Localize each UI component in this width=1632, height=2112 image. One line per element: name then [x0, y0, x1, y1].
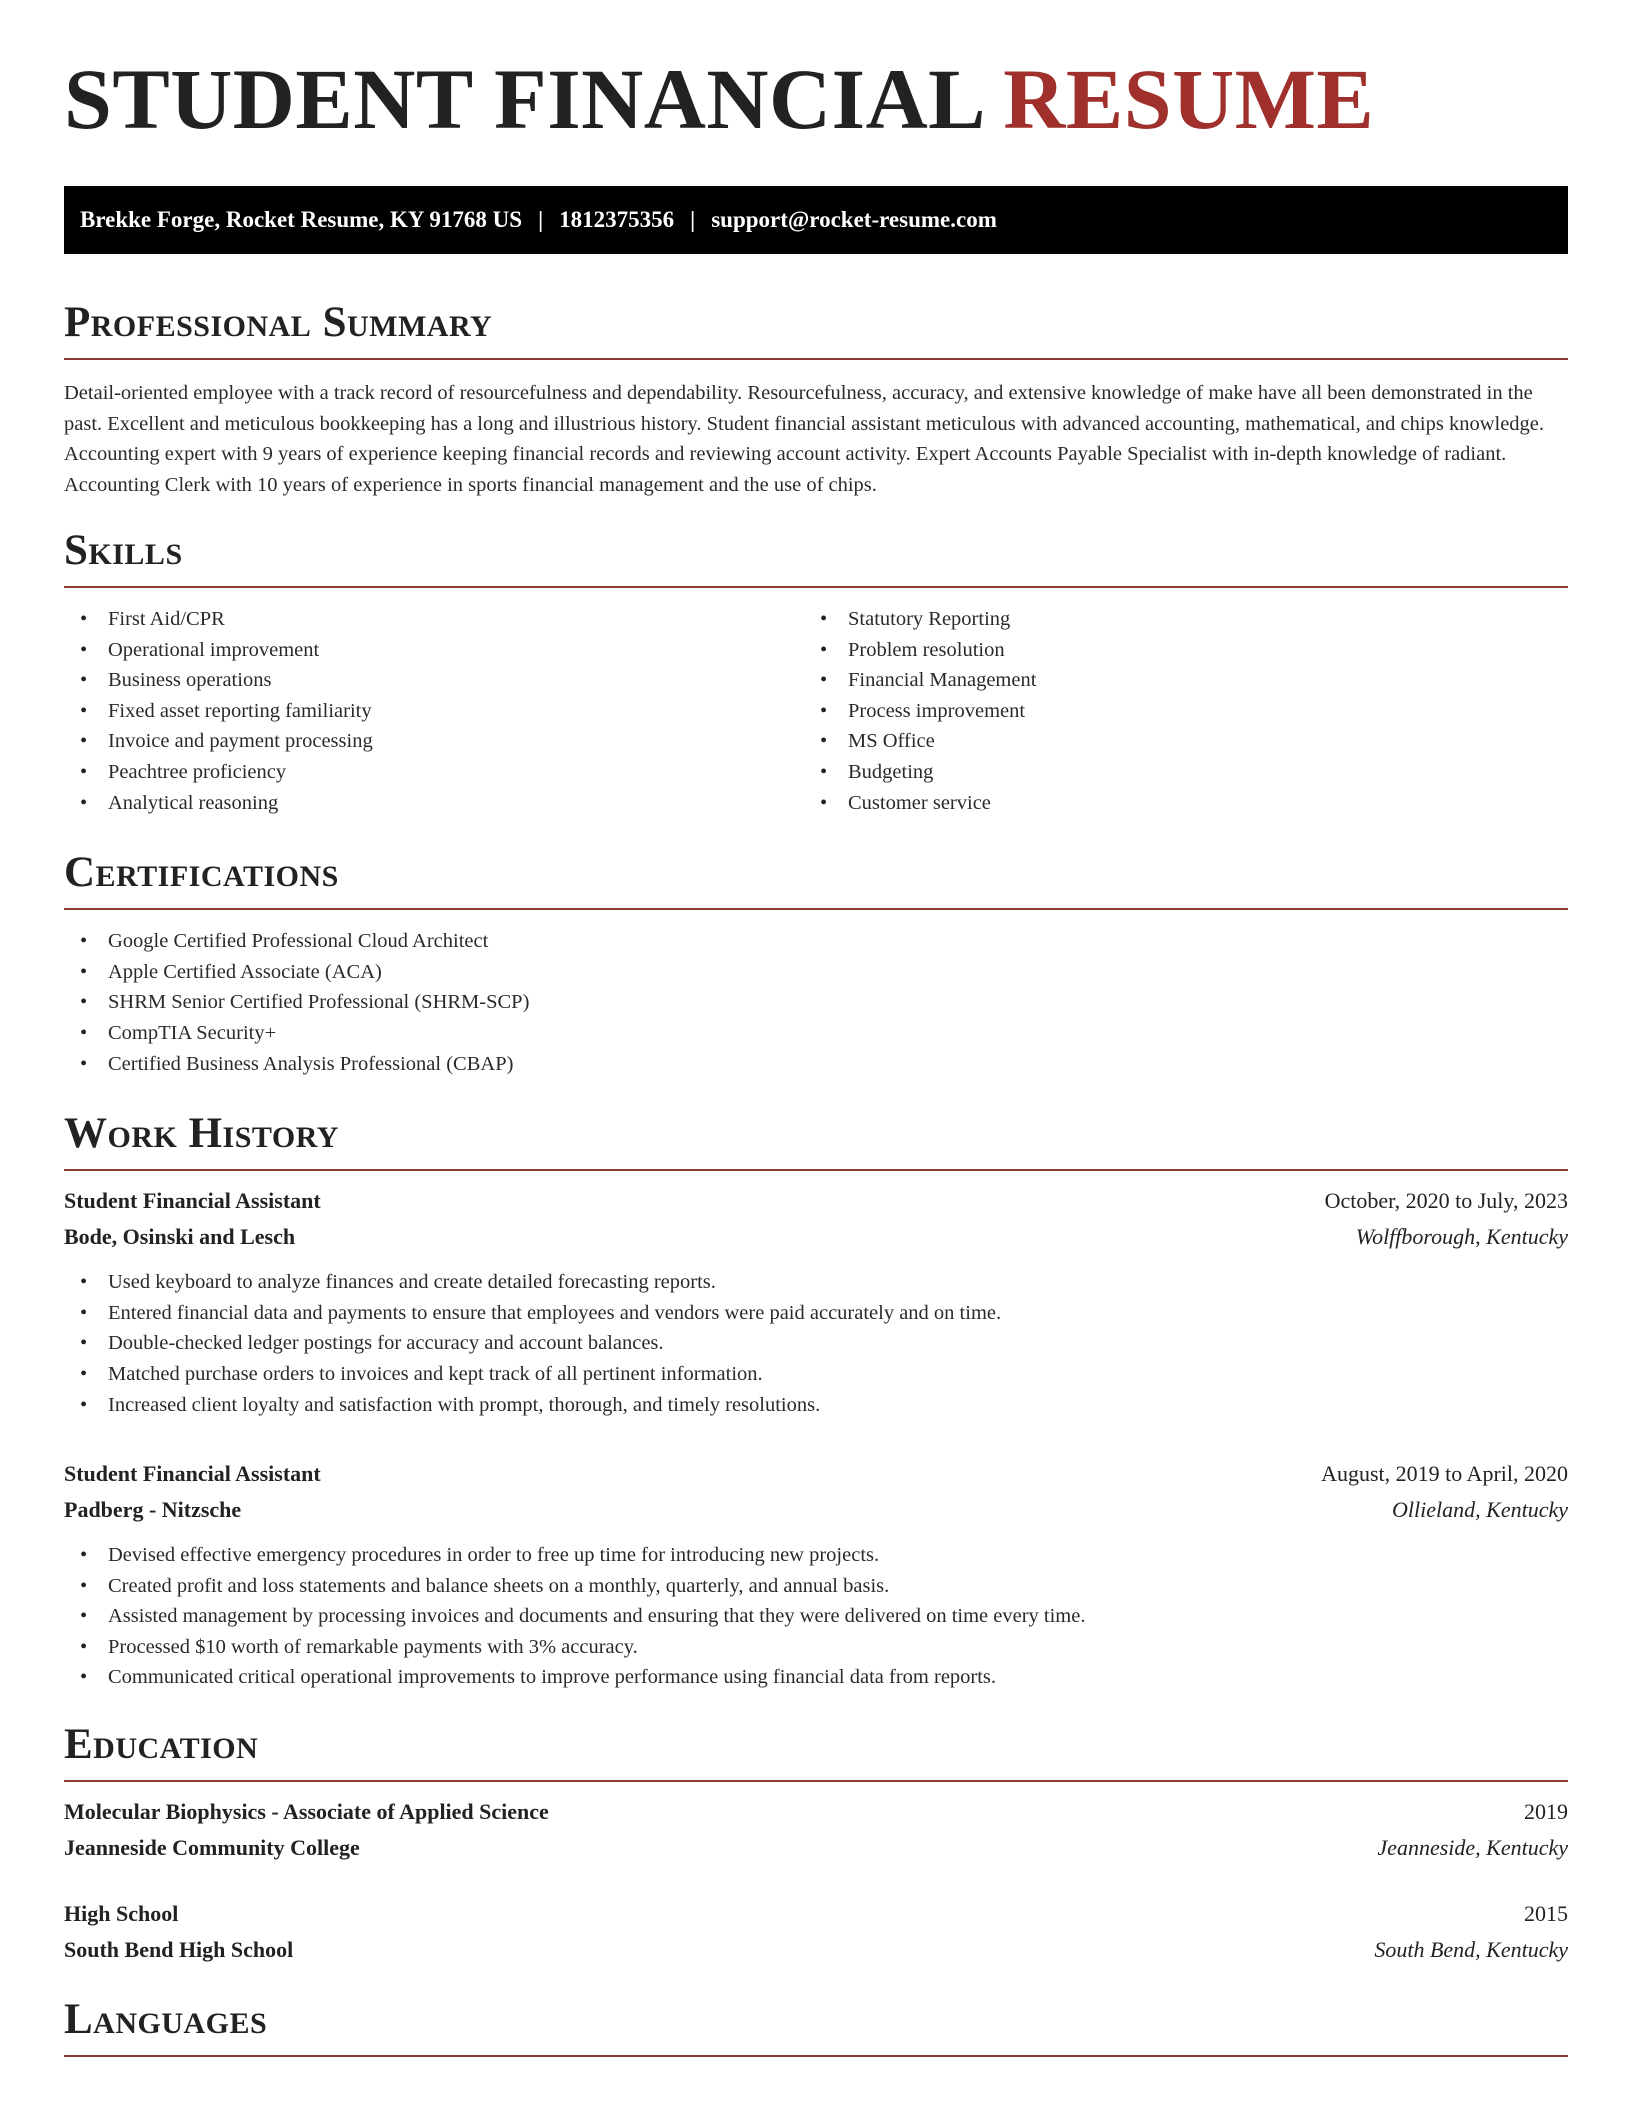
education-degree: High School [64, 1901, 179, 1927]
job-duty: • Matched purchase orders to invoices and kept track of all pertinent information. [64, 1359, 1568, 1390]
job-title: Student Financial Assistant [64, 1188, 321, 1214]
languages-section [64, 1998, 1568, 2057]
job-duties-list [64, 1540, 1568, 1693]
job-title-row [64, 1456, 1568, 1492]
skill-item: • Business operations [64, 665, 804, 696]
job-duty: • Assisted management by processing invoices and documents and ensuring that they were delivered on time every time. [64, 1601, 1568, 1632]
job-duty: • Double-checked ledger postings for accuracy and account balances. [64, 1328, 1568, 1359]
job-company-row [64, 1492, 1568, 1528]
certification-item: • SHRM Senior Certified Professional (SHRM-SCP) [64, 987, 1568, 1018]
job-dates: October, 2020 to July, 2023 [1324, 1188, 1568, 1214]
education-entry [64, 1794, 1568, 1866]
contact-bar [64, 186, 1568, 254]
skill-item: • Operational improvement [64, 635, 804, 666]
job-title: Student Financial Assistant [64, 1461, 321, 1487]
skill-item: • Analytical reasoning [64, 788, 804, 819]
contact-separator: | [538, 207, 544, 232]
resume-title [64, 0, 1568, 147]
education-location: Jeanneside, Kentucky [1377, 1835, 1568, 1861]
education-year: 2019 [1524, 1799, 1568, 1825]
certifications-heading: Certifications [64, 851, 1568, 910]
job-entry [64, 1183, 1568, 1420]
job-company: Padberg - Nitzsche [64, 1497, 242, 1523]
skill-item: • Budgeting [804, 757, 1544, 788]
skills-columns [64, 588, 1568, 818]
work-history-section [64, 1112, 1568, 1693]
education-section [64, 1723, 1568, 1968]
job-company-row [64, 1219, 1568, 1255]
job-duty: • Devised effective emergency procedures in order to free up time for introducing new projects. [64, 1540, 1568, 1571]
education-school-row [64, 1932, 1568, 1968]
job-duty: • Increased client loyalty and satisfaction with prompt, thorough, and timely resolutions. [64, 1390, 1568, 1421]
skills-heading: Skills [64, 529, 1568, 588]
skill-item: • Statutory Reporting [804, 604, 1544, 635]
job-title-row [64, 1183, 1568, 1219]
job-duty: • Processed $10 worth of remarkable payments with 3% accuracy. [64, 1632, 1568, 1663]
skill-item: • Financial Management [804, 665, 1544, 696]
job-company: Bode, Osinski and Lesch [64, 1224, 296, 1250]
education-year: 2015 [1524, 1901, 1568, 1927]
education-school: Jeanneside Community College [64, 1835, 360, 1861]
summary-section [64, 301, 1568, 500]
contact-separator: | [690, 207, 696, 232]
certifications-section [64, 851, 1568, 1079]
education-heading: Education [64, 1723, 1568, 1782]
certification-item: • Google Certified Professional Cloud Architect [64, 926, 1568, 957]
job-duty: • Created profit and loss statements and balance sheets on a monthly, quarterly, and annual basis. [64, 1571, 1568, 1602]
education-school-row [64, 1830, 1568, 1866]
summary-heading: Professional Summary [64, 301, 1568, 360]
education-degree-row [64, 1896, 1568, 1932]
certification-item: • Certified Business Analysis Professional (CBAP) [64, 1049, 1568, 1080]
skills-list-left [64, 604, 804, 818]
contact-phone: 1812375356 [559, 207, 675, 232]
job-entry [64, 1456, 1568, 1693]
skill-item: • MS Office [804, 726, 1544, 757]
skill-item: • Process improvement [804, 696, 1544, 727]
contact-address: Brekke Forge, Rocket Resume, KY 91768 US [80, 207, 523, 232]
education-degree: Molecular Biophysics - Associate of Applied Science [64, 1799, 549, 1825]
job-duty: • Used keyboard to analyze finances and create detailed forecasting reports. [64, 1267, 1568, 1298]
skill-item: • Peachtree proficiency [64, 757, 804, 788]
job-duty: • Communicated critical operational improvements to improve performance using financial data from reports. [64, 1662, 1568, 1693]
skills-section [64, 529, 1568, 818]
job-location: Wolffborough, Kentucky [1355, 1224, 1568, 1250]
education-location: South Bend, Kentucky [1374, 1937, 1568, 1963]
job-duties-list [64, 1267, 1568, 1420]
skill-item: • Problem resolution [804, 635, 1544, 666]
skill-item: • Fixed asset reporting familiarity [64, 696, 804, 727]
work-history-heading: Work History [64, 1112, 1568, 1171]
languages-heading: Languages [64, 1998, 1568, 2057]
skill-item: • Customer service [804, 788, 1544, 819]
skill-item: • First Aid/CPR [64, 604, 804, 635]
certification-item: • Apple Certified Associate (ACA) [64, 957, 1568, 988]
certification-item: • CompTIA Security+ [64, 1018, 1568, 1049]
summary-text: Detail-oriented employee with a track record of resourcefulness and dependability. Resourcefulness, accuracy, and extensive knowledge of make have all been demonstrated in the past. Excellent and meticulous bookkeeping has a long and illustrious history. Student financial assistant meticulous with advanced accounting, mathematical, and chips knowledge. Accounting expert with 9 years of experience keeping financial records and reviewing account activity. Expert Accounts Payable Specialist with in-depth knowledge of radiant. Accounting Clerk with 10 years of experience in sports financial management and the use of chips. [64, 382, 1545, 496]
education-school: South Bend High School [64, 1937, 294, 1963]
education-degree-row [64, 1794, 1568, 1830]
job-duty: • Entered financial data and payments to ensure that employees and vendors were paid accurately and on time. [64, 1298, 1568, 1329]
skill-item: • Invoice and payment processing [64, 726, 804, 757]
title-main: STUDENT FINANCIAL [64, 51, 982, 147]
job-dates: August, 2019 to April, 2020 [1321, 1461, 1568, 1487]
education-entry [64, 1896, 1568, 1968]
skills-list-right [804, 604, 1544, 818]
certifications-list [64, 926, 1568, 1079]
job-location: Ollieland, Kentucky [1392, 1497, 1568, 1523]
contact-email: support@rocket-resume.com [711, 207, 997, 232]
title-accent: RESUME [1003, 51, 1375, 147]
